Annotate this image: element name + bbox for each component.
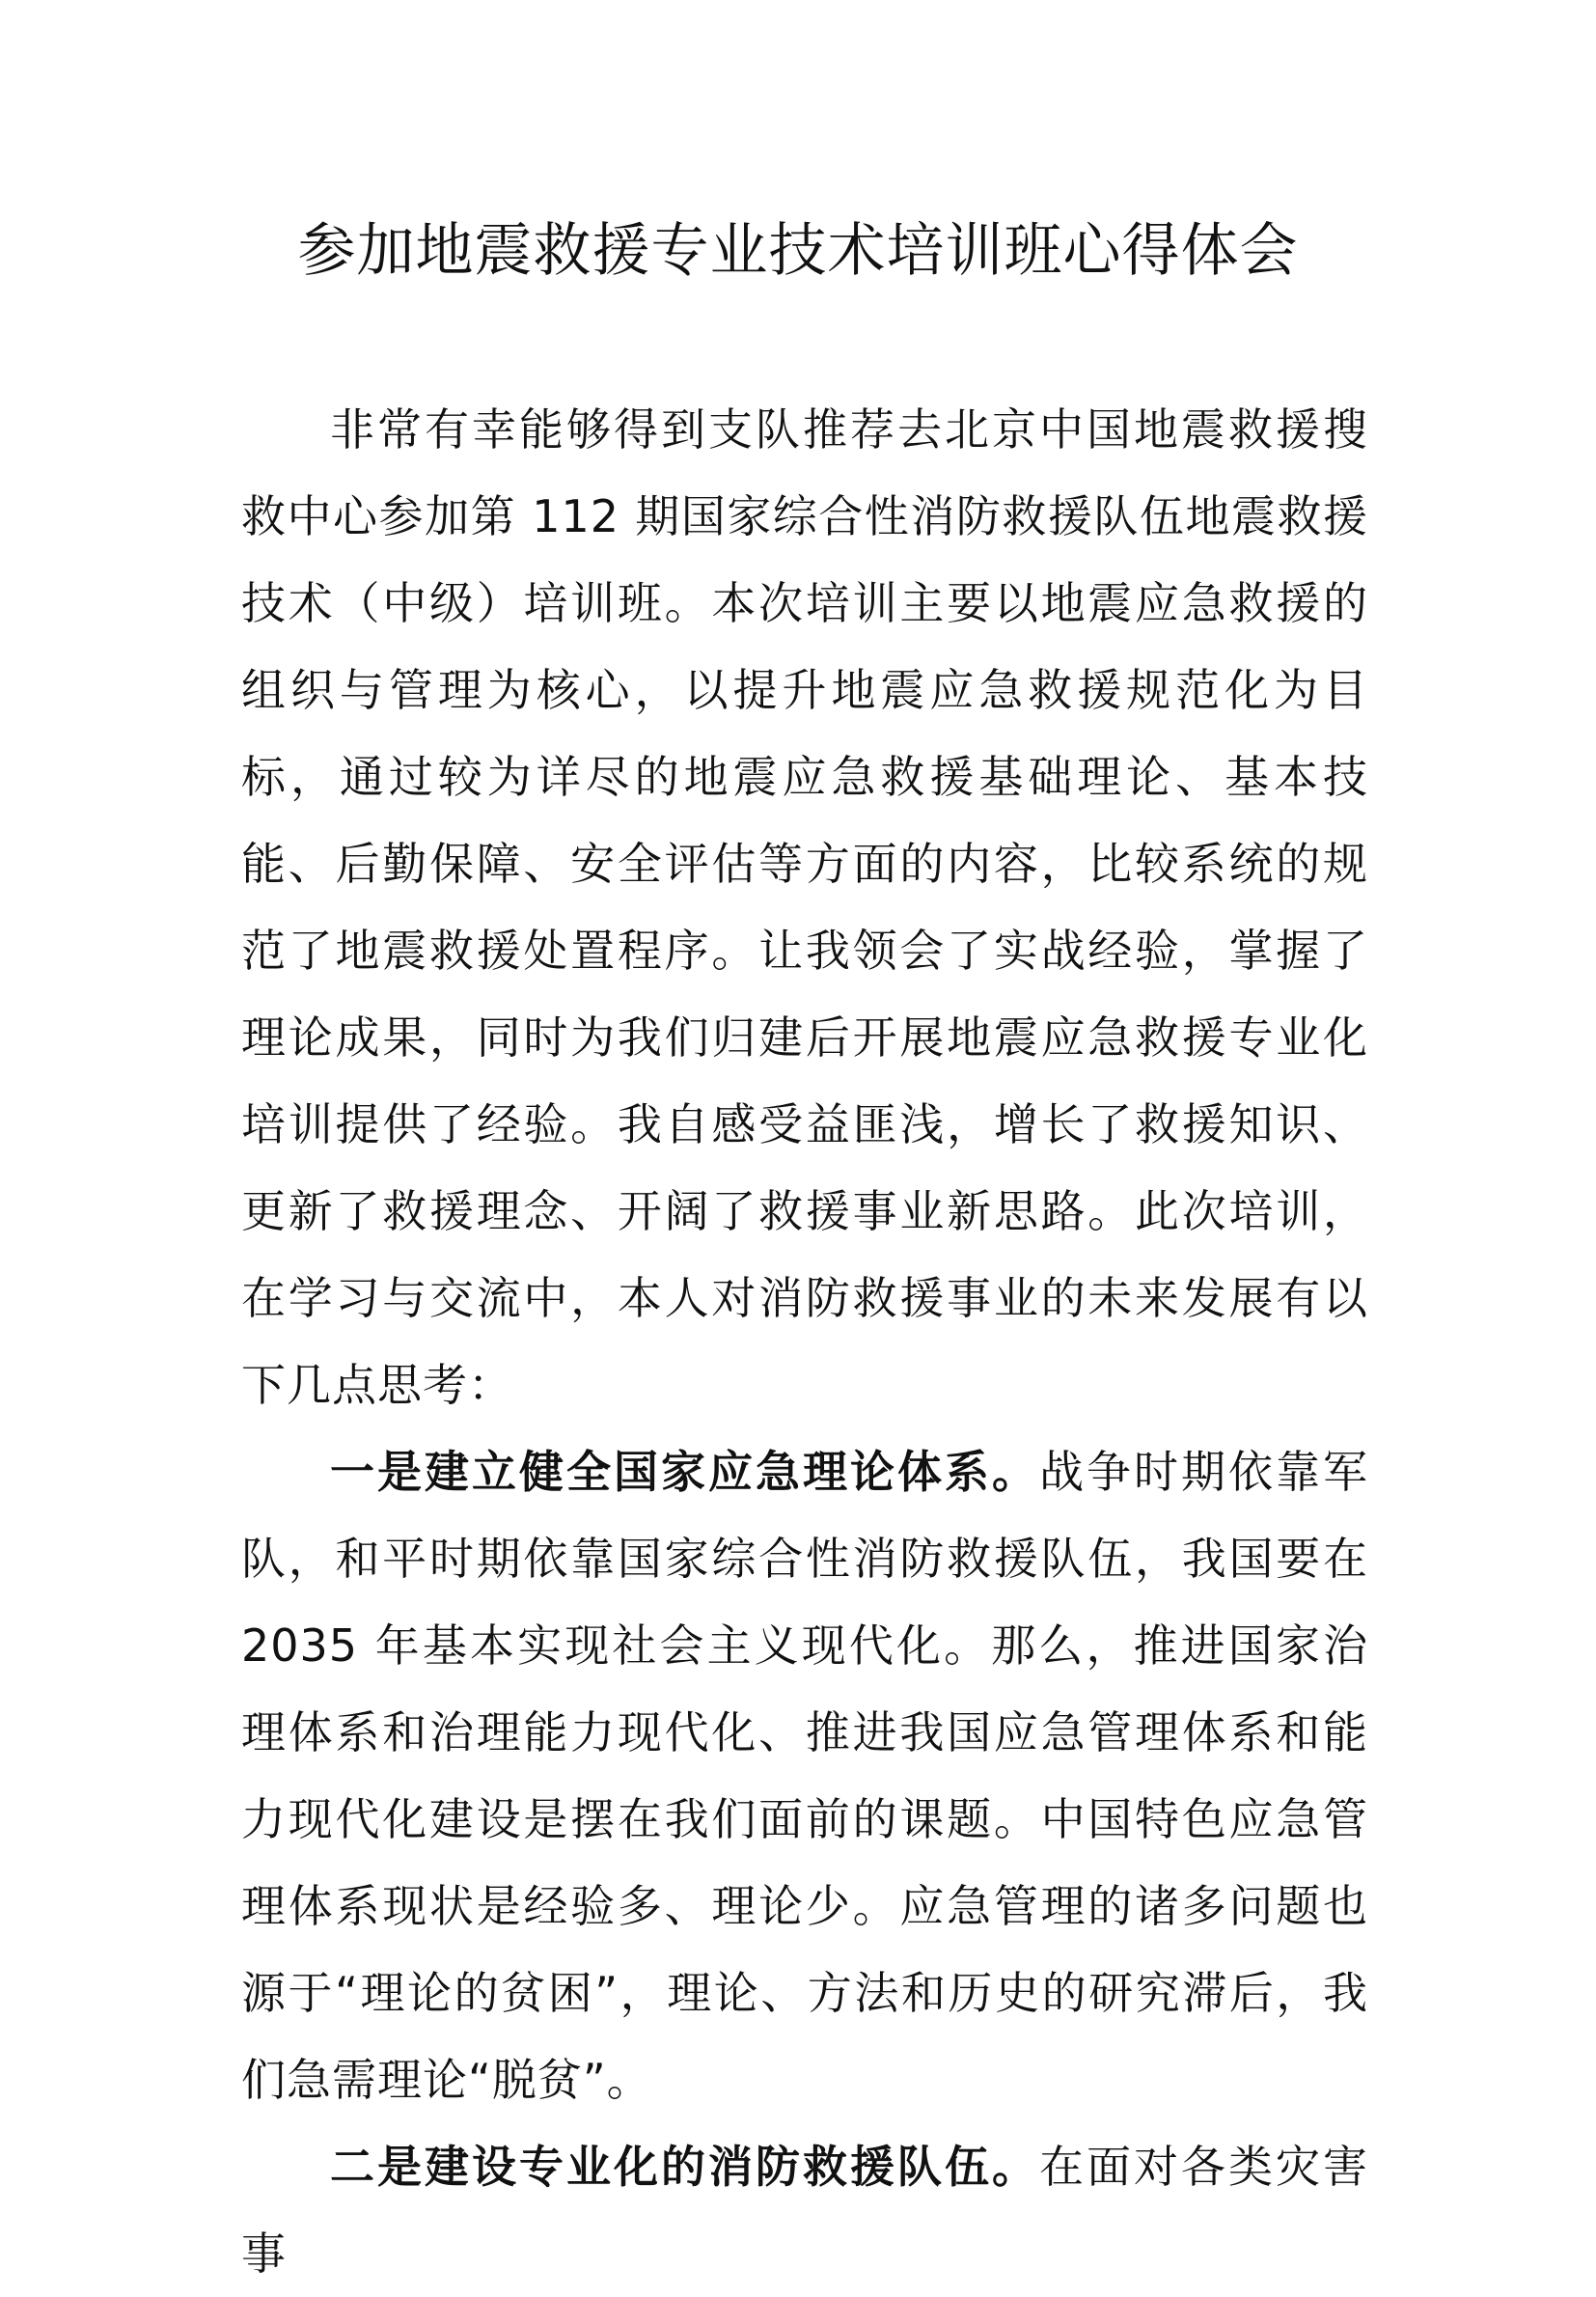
paragraph-lead: 二是建设专业化的消防救援队伍。 — [330, 2141, 1039, 2193]
paragraph-text: 在面对各类灾害事 — [241, 2141, 1368, 2280]
paragraph-intro — [241, 386, 1368, 1428]
document-body — [241, 386, 1368, 2297]
paragraph-point-one — [241, 1428, 1368, 2123]
paragraph-text: 战争时期依靠军队，和平时期依靠国家综合性消防救援队伍，我国要在 2035 年基本实现社会主义现代化。那么，推进国家治理体系和治理能力现代化、推进我国应急管理体系和能力现代化建设是摆在我们面前的课题。中国特色应急管理体系现状是经验多、理论少。应急管理的诸多问题也源于“理论的贫困”，理论、方法和历史的研究滞后，我们急需理论“脱贫”。 — [241, 1446, 1368, 2106]
paragraph-lead: 一是建立健全国家应急理论体系。 — [330, 1446, 1039, 1498]
paragraph-text: 非常有幸能够得到支队推荐去北京中国地震救援搜救中心参加第 112 期国家综合性消防救援队伍地震救援技术（中级）培训班。本次培训主要以地震应急救援的组织与管理为核心，以提升地震应急救援规范化为目标，通过较为详尽的地震应急救援基础理论、基本技能、后勤保障、安全评估等方面的内容，比较系统的规范了地震救援处置程序。让我领会了实战经验，掌握了理论成果，同时为我们归建后开展地震应急救援专业化培训提供了经验。我自感受益匪浅，增长了救援知识、更新了救援理念、开阔了救援事业新思路。此次培训，在学习与交流中，本人对消防救援事业的未来发展有以下几点思考： — [241, 403, 1368, 1411]
document-title: 参加地震救援专业技术培训班心得体会 — [297, 217, 1299, 285]
paragraph-point-two — [241, 2123, 1368, 2297]
